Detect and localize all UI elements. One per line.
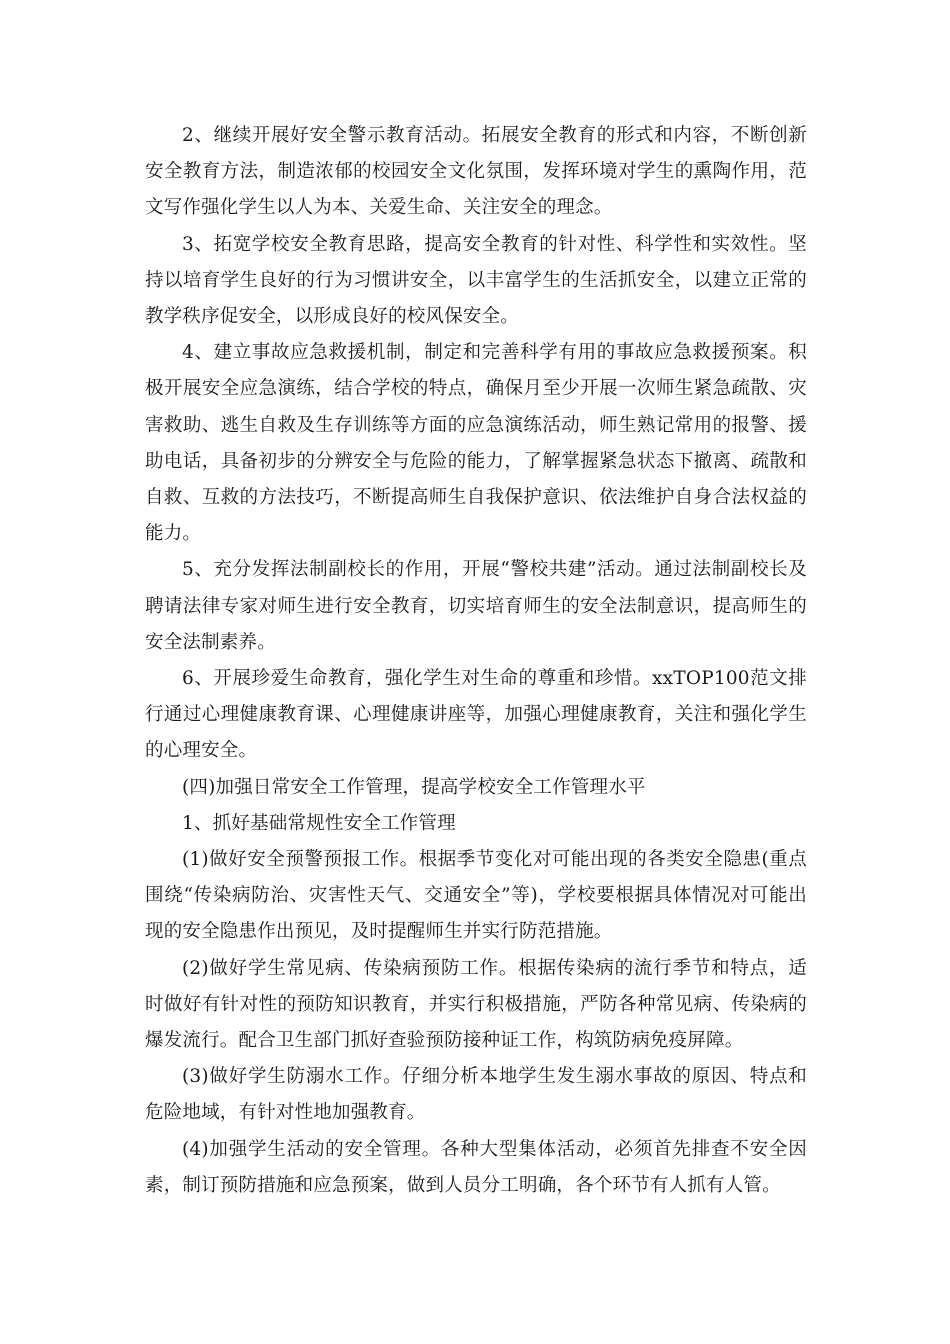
paragraph-subitem-4: (4)加强学生活动的安全管理。各种大型集体活动，必须首先排查不安全因素，制订预防措施和应急预案，做到人员分工明确，各个环节有人抓有人管。 [145, 1138, 807, 1196]
document-body [145, 118, 807, 1204]
paragraph-item-3: 3、拓宽学校安全教育思路，提高安全教育的针对性、科学性和实效性。坚持以培育学生良好的行为习惯讲安全，以丰富学生的生活抓安全，以建立正常的教学秩序促安全，以形成良好的校风保安全。 [145, 233, 807, 328]
paragraph-item-6: 6、开展珍爱生命教育，强化学生对生命的尊重和珍惜。xxTOP100范文排行通过心理健康教育课、心理健康讲座等，加强心理健康教育，关注和强化学生的心理安全。 [145, 668, 807, 762]
paragraph-subitem-2: (2)做好学生常见病、传染病预防工作。根据传染病的流行季节和特点，适时做好有针对性的预防知识教育，并实行积极措施，严防各种常见病、传染病的爆发流行。配合卫生部门抓好查验预防接种证工作，构筑防病免疫屏障。 [145, 957, 807, 1052]
paragraph-item-5: 5、充分发挥法制副校长的作用，开展“警校共建”活动。通过法制副校长及聘请法律专家对师生进行安全教育，切实培育师生的安全法制意识，提高师生的安全法制素养。 [145, 559, 807, 653]
paragraph-item-2: 2、继续开展好安全警示教育活动。拓展安全教育的形式和内容，不断创新安全教育方法，制造浓郁的校园安全文化氛围，发挥环境对学生的熏陶作用，范文写作强化学生以人为本、关爱生命、关注安全的理念。 [145, 125, 807, 219]
paragraph-item-4: 4、建立事故应急救援机制，制定和完善科学有用的事故应急救援预案。积极开展安全应急演练，结合学校的特点，确保月至少开展一次师生紧急疏散、灾害救助、逃生自救及生存训练等方面的应急演练活动，师生熟记常用的报警、援助电话，具备初步的分辨安全与危险的能力，了解掌握紧急状态下撤离、疏散和自救、互救的方法技巧，不断提高师生自我保护意识、依法维护自身合法权益的能力。 [145, 342, 807, 545]
paragraph-subitem-1: (1)做好安全预警预报工作。根据季节变化对可能出现的各类安全隐患(重点围绕“传染病防治、灾害性天气、交通安全”等)，学校要根据具体情况对可能出现的安全隐患作出预见，及时提醒师生并实行防范措施。 [145, 849, 807, 943]
subsection-heading-1: 1、抓好基础常规性安全工作管理 [182, 812, 456, 834]
paragraph-subitem-3: (3)做好学生防溺水工作。仔细分析本地学生发生溺水事故的原因、特点和危险地域，有针对性地加强教育。 [145, 1066, 807, 1124]
section-heading-4: (四)加强日常安全工作管理，提高学校安全工作管理水平 [182, 776, 646, 798]
